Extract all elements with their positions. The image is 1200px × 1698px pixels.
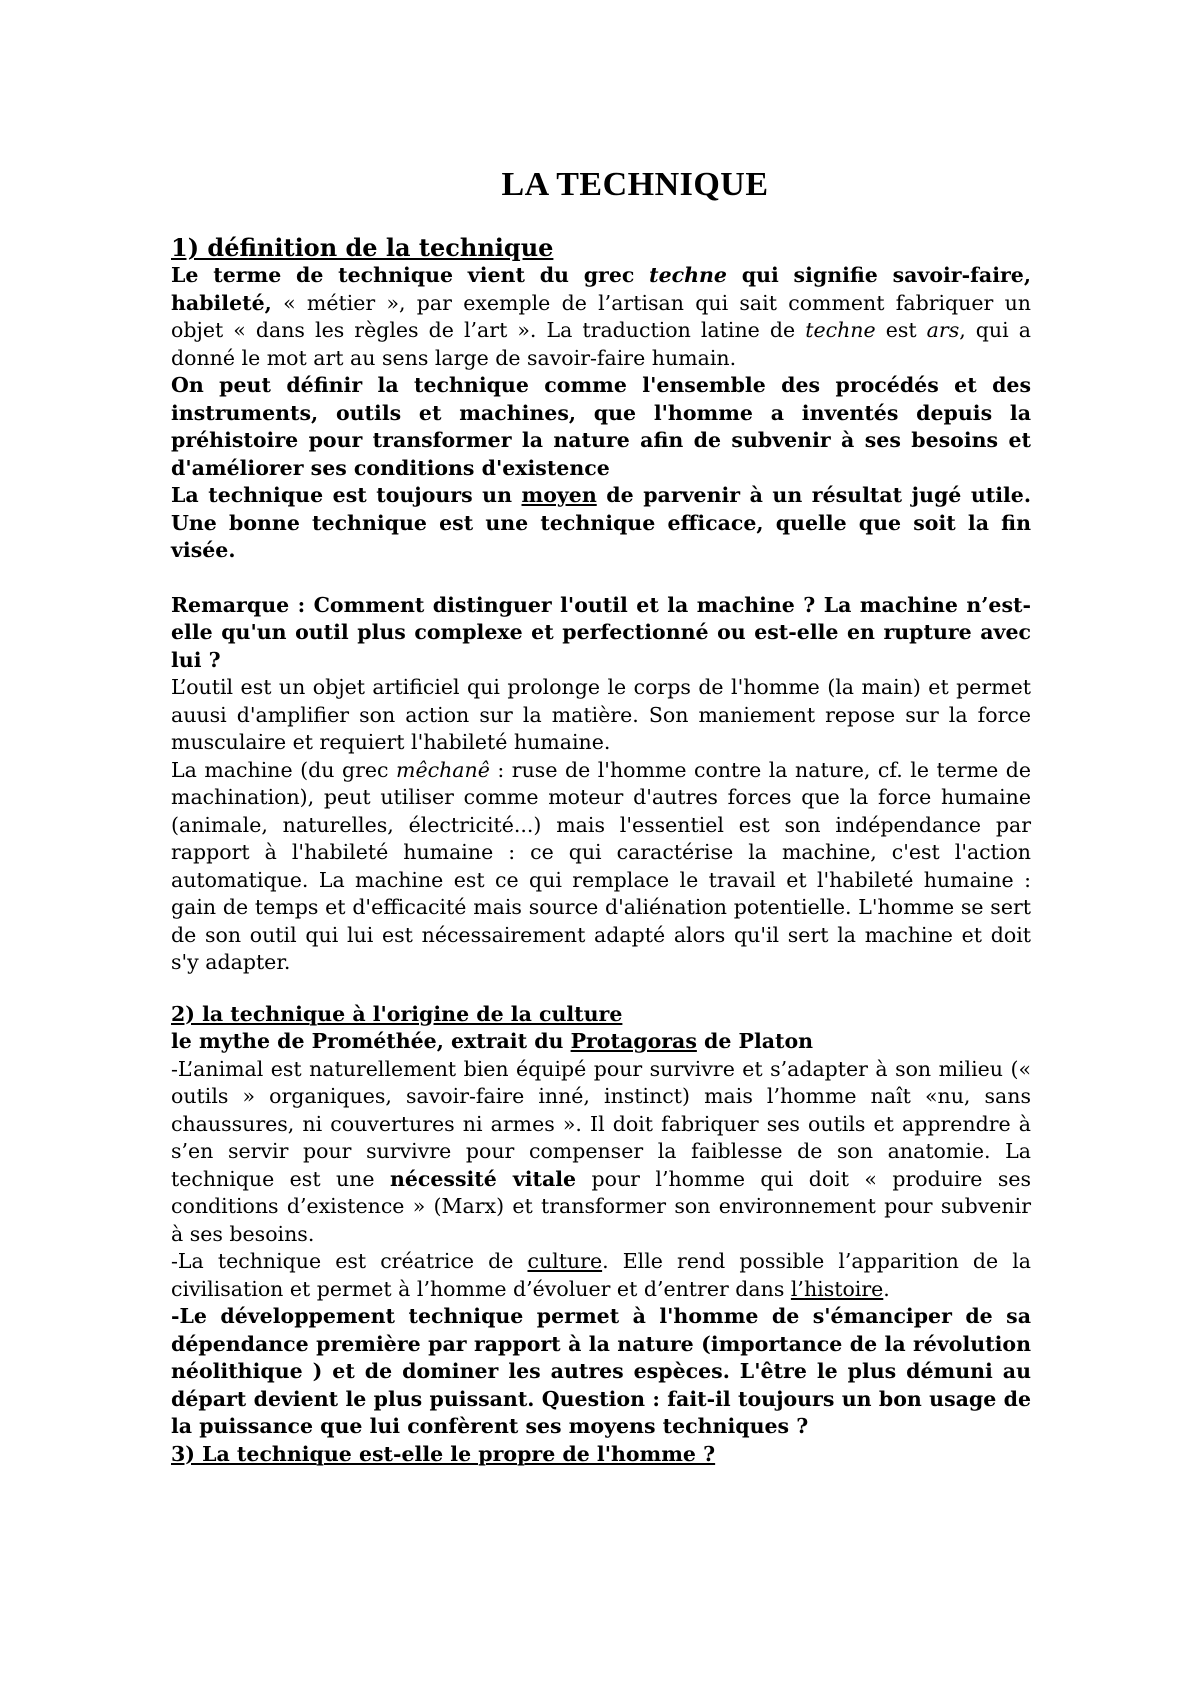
s2p1-text-2: pour l’homme qui doit « produire ses conditions d’existence » (Marx) et transformer son environnement pour subvenir à ses besoins.	[171, 1166, 1031, 1246]
s2p2-text-3: .	[883, 1276, 890, 1301]
section-1-paragraph-2: On peut définir la technique comme l'ensemble des procédés et des instruments, outils et machines, que l'homme a inventés depuis la préhistoire pour transformer la nature afin de subvenir à ses besoins et d'améliorer ses conditions d'existence	[171, 373, 1031, 480]
s2p1-text: -L’animal est naturellement bien équipé pour survivre et s’adapter à son milieu (« outils » organiques, savoir-faire inné, instinct) mais l’homme naît «nu, sans chaussures, ni couvertures ni armes ». Il doit fabriquer ses outils et apprendre à s’en servir pour survivre pour compenser la faiblesse de son anatomie. La technique est une	[171, 1056, 1031, 1191]
p5-text-2: : ruse de l'homme contre la nature, cf. le terme de machination), peut utiliser comme moteur d'autres forces que la force humaine (animale, naturelles, électricité...) mais l'essentiel est son indépendance par rapport à l'habileté humaine : ce qui caractérise la machine, c'est l'action automatique. La machine est ce qui remplace le travail et l'habileté humaine : gain de temps et d'efficacité mais source d'aliénation potentielle. L'homme se sert de son outil qui lui est nécessairement adapté alors qu'il sert la machine et doit s'y adapter.	[171, 757, 1031, 974]
subheading-text-2: de Platon	[696, 1029, 814, 1053]
term-ars: ars	[926, 318, 960, 342]
document-body	[171, 234, 1031, 1468]
tool-paragraph: L’outil est un objet artificiel qui prolonge le corps de l'homme (la main) et permet auusi d'amplifier son action sur la matière. Son maniement repose sur la force musculaire et requiert l'habileté humaine.	[171, 675, 1031, 754]
section-2-heading: 2) la technique à l'origine de la culture	[171, 1001, 623, 1026]
term-moyen: moyen	[521, 483, 597, 507]
section-1-paragraph-3	[171, 482, 1031, 565]
p3-text: La technique est toujours un	[171, 483, 522, 507]
subheading-text: le mythe de Prométhée, extrait du	[171, 1029, 571, 1053]
term-techne: techne	[649, 263, 727, 287]
section-1-paragraph-1	[171, 262, 1031, 372]
section-2-subheading	[171, 1028, 1031, 1056]
p1-bold-end: qui signifie savoir-faire, habileté,	[171, 263, 1031, 315]
remark-paragraph: Remarque : Comment distinguer l'outil et la machine ? La machine n’est-elle qu'un outil plus complexe et perfectionné ou est-elle en rupture avec lui ?	[171, 592, 1031, 672]
work-title-protagoras: Protagoras	[570, 1029, 697, 1053]
term-techne-2: techne	[805, 318, 876, 342]
section-2-paragraph-3: -Le développement technique permet à l'homme de s'émanciper de sa dépendance première par rapport à la nature (importance de la révolution néolithique ) et de dominer les autres espèces. L'être le plus démuni au départ devient le plus puissant. Question : fait-il toujours un bon usage de la puissance que lui confèrent ses moyens techniques ?	[171, 1304, 1031, 1438]
section-2-paragraph-1	[171, 1056, 1031, 1249]
section-2-paragraph-2	[171, 1248, 1031, 1303]
machine-paragraph	[171, 757, 1031, 977]
s2p2-text-2: . Elle rend possible l’apparition de la civilisation et permet à l’homme d’évoluer et d’entrer dans	[171, 1249, 1031, 1301]
spacer	[171, 977, 1031, 1001]
term-histoire: l’histoire	[790, 1276, 884, 1301]
p1-text-3: , qui a donné le mot art au sens large de savoir-faire humain.	[171, 318, 1031, 370]
section-3-heading: 3) La technique est-elle le propre de l'homme ?	[171, 1441, 716, 1466]
p1-text: « métier », par exemple de l’artisan qui sait comment fabriquer un objet « dans les règles de l’art ». La traduction latine de	[171, 290, 1031, 342]
page-title: LA TECHNIQUE	[501, 166, 769, 203]
p1-bold-start: Le terme de technique vient du grec	[171, 263, 650, 287]
s2p2-text: -La technique est créatrice de	[171, 1249, 528, 1273]
p3-text-2: de parvenir à un résultat jugé utile. Une bonne technique est une technique efficace, quelle que soit la fin visée.	[171, 483, 1031, 562]
p1-text-2: est	[875, 318, 927, 342]
spacer	[171, 565, 1031, 592]
term-culture: culture	[527, 1249, 603, 1273]
term-mechane: mêchanê	[396, 757, 490, 782]
term-necessite-vitale: nécessité vitale	[389, 1166, 577, 1191]
p5-text: La machine (du grec	[171, 757, 397, 782]
section-1-heading: 1) définition de la technique	[171, 233, 554, 262]
